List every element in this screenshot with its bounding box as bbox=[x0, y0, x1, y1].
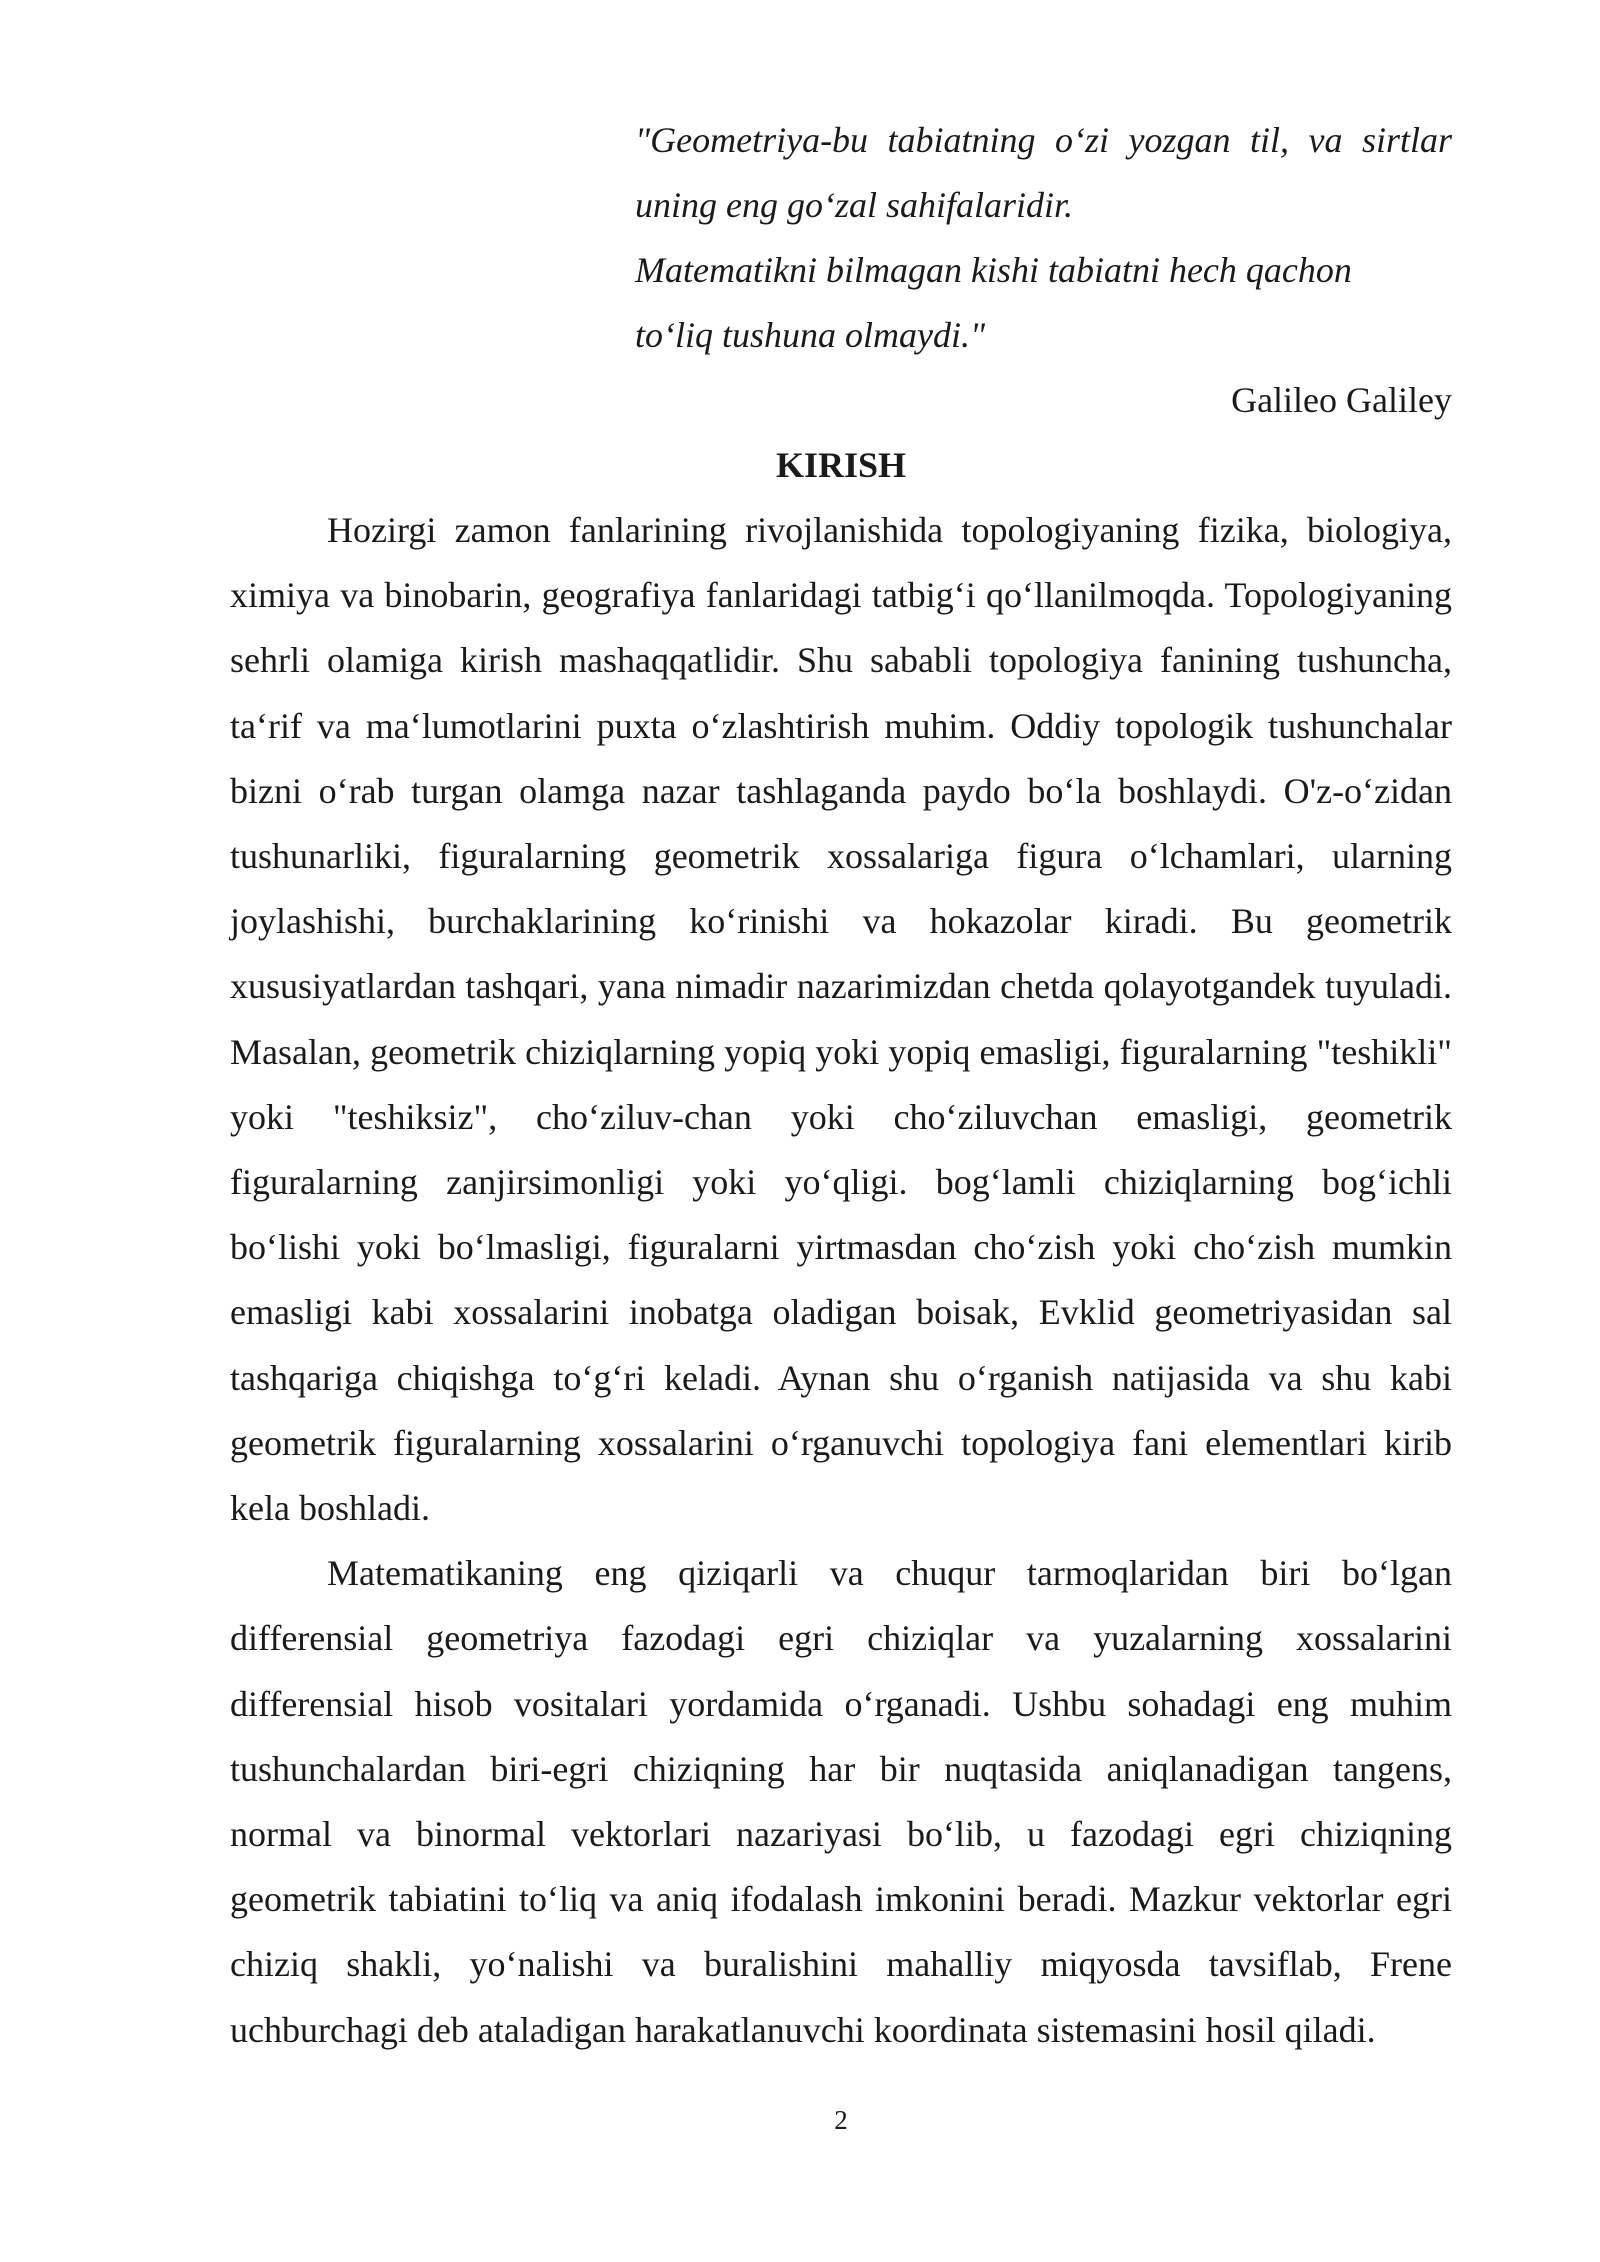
epigraph-quote bbox=[635, 108, 1452, 368]
paragraph: Hozirgi zamon fanlarining rivojlanishida topologiyaning fizika, biologiya, ximiya va binobarin, geografiya fanlaridagi tatbig‘i qo‘llanilmoqda. Topologiyaning sehrli olamiga kirish mashaqqatlidir. Shu sababli topologiya fanining tushuncha, ta‘rif va ma‘lumotlarini puxta o‘zlashtirish muhim. Oddiy topologik tushunchalar bizni o‘rab turgan olamga nazar tashlaganda paydo bo‘la boshlaydi. O'z-o‘zidan tushunarliki, figuralarning geometrik xossalariga figura o‘lchamlari, ularning joylashishi, burchaklarining ko‘rinishi va hokazolar kiradi. Bu geometrik xususiyatlardan tashqari, yana nimadir nazarimizdan chetda qolayotgandek tuyuladi. Masalan, geometrik chiziqlarning yopiq yoki yopiq emasligi, figuralarning "teshikli" yoki "teshiksiz", cho‘ziluv-chan yoki cho‘ziluvchan emasligi, geometrik figuralarning zanjirsimonligi yoki yo‘qligi. bog‘lamli chiziqlarning bog‘ichli bo‘lishi yoki bo‘lmasligi, figuralarni yirtmasdan cho‘zish yoki cho‘zish mumkin emasligi kabi xossalarini inobatga oladigan boisak, Evklid geometriyasidan sal tashqariga chiqishga to‘g‘ri keladi. Aynan shu o‘rganish natijasida va shu kabi geometrik figuralarning xossalarini o‘rganuvchi topologiya fani elementlari kirib kela boshladi. bbox=[230, 510, 1452, 1529]
epigraph-line: uning eng go‘zal sahifalaridir. bbox=[635, 185, 1074, 225]
section-heading: KIRISH bbox=[775, 445, 907, 485]
epigraph-line: to‘liq tushuna olmaydi." bbox=[635, 315, 986, 355]
epigraph-line: "Geometriya-bu tabiatning o‘zi yozgan til, va sirtlar bbox=[635, 120, 1452, 160]
page-number: 2 bbox=[834, 2105, 848, 2135]
epigraph-line: Matematikni bilmagan kishi tabiatni hech qachon bbox=[635, 250, 1352, 290]
epigraph-author: Galileo Galiley bbox=[1231, 380, 1452, 420]
document-page bbox=[230, 0, 1452, 2262]
paragraph: Matematikaning eng qiziqarli va chuqur tarmoqlaridan biri bo‘lgan differensial geometriya fazodagi egri chiziqlar va yuzalarning xossalarini differensial hisob vositalari yordamida o‘rganadi. Ushbu sohadagi eng muhim tushunchalardan biri-egri chiziqning har bir nuqtasida aniqlanadigan tangens, normal va binormal vektorlari nazariyasi bo‘lib, u fazodagi egri chiziqning geometrik tabiatini to‘liq va aniq ifodalash imkonini beradi. Mazkur vektorlar egri chiziq shakli, yo‘nalishi va buralishini mahalliy miqyosda tavsiflab, Frene uchburchagi deb ataladigan harakatlanuvchi koordinata sistemasini hosil qiladi. bbox=[230, 1553, 1452, 2050]
body-text bbox=[230, 498, 1452, 2063]
